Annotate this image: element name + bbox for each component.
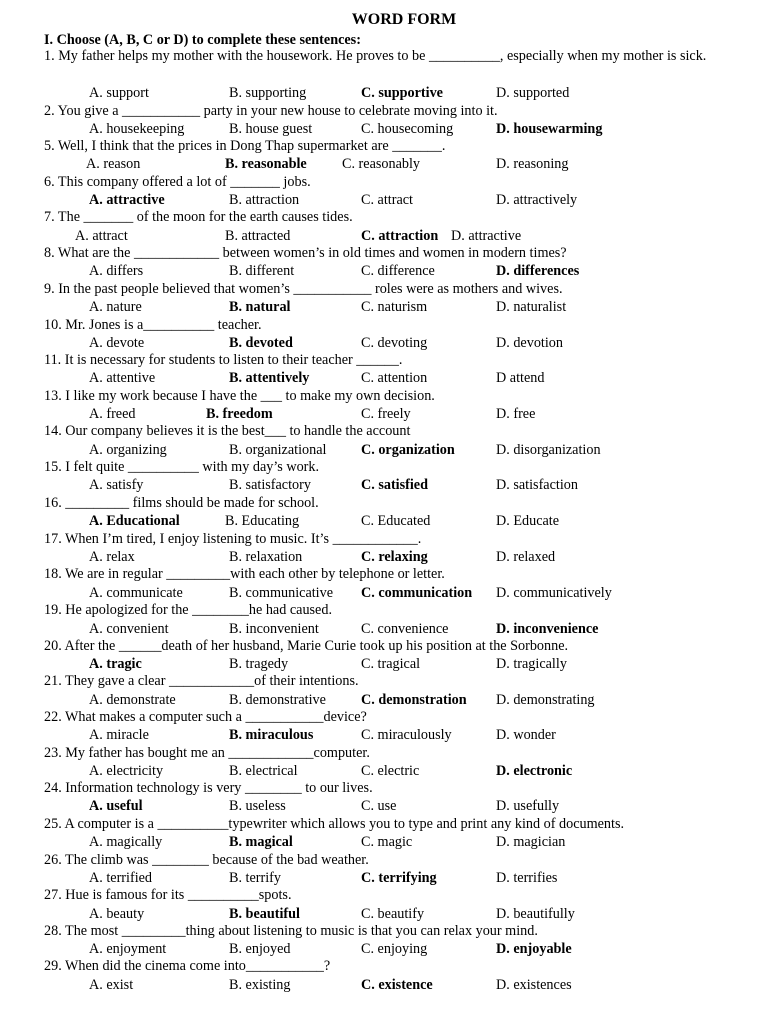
answer-option: B. relaxation	[229, 549, 303, 565]
section-instructions: I. Choose (A, B, C or D) to complete these sentences:	[44, 32, 361, 48]
question-stem: 23. My father has bought me an ____________computer.	[44, 745, 370, 761]
question-stem: 26. The climb was ________ because of the bad weather.	[44, 852, 369, 868]
answer-options	[0, 262, 768, 280]
question-stem: 15. I felt quite __________ with my day’s work.	[44, 459, 320, 475]
answer-options	[0, 762, 768, 780]
answer-options	[0, 655, 768, 673]
answer-option: D. communicatively	[496, 585, 612, 601]
answer-option-correct: B. freedom	[206, 406, 273, 422]
answer-option: C. difference	[361, 263, 435, 279]
answer-option: C. convenience	[361, 621, 449, 637]
answer-options	[0, 620, 768, 638]
answer-option: A. nature	[89, 299, 142, 315]
question-stem: 9. In the past people believed that women’s ___________ roles were as mothers and wives.	[44, 281, 563, 297]
answer-option: B. attracted	[225, 228, 291, 244]
answer-option: B. different	[229, 263, 295, 279]
answer-option-correct: B. beautiful	[229, 906, 300, 922]
answer-option: A. miracle	[89, 727, 149, 743]
answer-option: B. terrify	[229, 870, 282, 886]
answer-option-correct: B. devoted	[229, 335, 293, 351]
answer-option-correct: B. attentively	[229, 370, 310, 386]
answer-options	[0, 120, 768, 138]
answer-option-correct: B. magical	[229, 834, 293, 850]
answer-options	[0, 548, 768, 566]
question-stem: 8. What are the ____________ between women’s in old times and women in modern times?	[44, 245, 567, 261]
answer-option: A. devote	[89, 335, 145, 351]
answer-option: A. reason	[86, 156, 141, 172]
answer-option: D. terrifies	[496, 870, 558, 886]
answer-option: A. beauty	[89, 906, 145, 922]
answer-option-correct: A. Educational	[89, 513, 180, 529]
answer-option: A. demonstrate	[89, 692, 176, 708]
answer-option: D. devotion	[496, 335, 563, 351]
answer-option: D. magician	[496, 834, 566, 850]
answer-options	[0, 369, 768, 387]
answer-option: A. freed	[89, 406, 136, 422]
answer-option-correct: D. electronic	[496, 763, 573, 779]
answer-option-correct: A. attractive	[89, 192, 165, 208]
question-stem: 16. _________ films should be made for school.	[44, 495, 319, 511]
answer-option: B. electrical	[229, 763, 298, 779]
answer-options	[0, 584, 768, 602]
answer-option: A. convenient	[89, 621, 169, 637]
answer-option: D. reasoning	[496, 156, 569, 172]
answer-option-correct: C. terrifying	[361, 870, 437, 886]
answer-option: A. communicate	[89, 585, 183, 601]
question-stem: 1. My father helps my mother with the housework. He proves to be __________, especially when my mother is sick.	[44, 48, 707, 64]
answer-options	[0, 905, 768, 923]
answer-option: A. differs	[89, 263, 144, 279]
answer-option: B. inconvenient	[229, 621, 319, 637]
answer-options	[0, 512, 768, 530]
answer-option-correct: B. natural	[229, 299, 291, 315]
answer-option: D. relaxed	[496, 549, 556, 565]
answer-options	[0, 84, 768, 102]
answer-option: A. relax	[89, 549, 135, 565]
answer-option: C. Educated	[361, 513, 431, 529]
answer-option: C. attention	[361, 370, 428, 386]
answer-option: B. supporting	[229, 85, 307, 101]
answer-option: D. existences	[496, 977, 572, 993]
question-stem: 17. When I’m tired, I enjoy listening to music. It’s ____________.	[44, 531, 422, 547]
answer-option: B. communicative	[229, 585, 334, 601]
answer-option: C. freely	[361, 406, 411, 422]
answer-option-correct: C. existence	[361, 977, 433, 993]
answer-option: B. enjoyed	[229, 941, 291, 957]
answer-option-correct: D. enjoyable	[496, 941, 572, 957]
answer-options	[0, 334, 768, 352]
answer-option: D. naturalist	[496, 299, 567, 315]
answer-option-correct: D. differences	[496, 263, 580, 279]
question-stem: 20. After the ______death of her husband, Marie Curie took up his position at the Sorbonne.	[44, 638, 569, 654]
answer-option: B. attraction	[229, 192, 300, 208]
answer-option: A. terrified	[89, 870, 153, 886]
answer-option: D. beautifully	[496, 906, 575, 922]
answer-option: A. attentive	[89, 370, 156, 386]
answer-option-correct: C. satisfied	[361, 477, 428, 493]
answer-options	[0, 405, 768, 423]
question-stem: 18. We are in regular _________with each other by telephone or letter.	[44, 566, 445, 582]
question-stem: 25. A computer is a __________typewriter which allows you to type and print any kind of documents.	[44, 816, 625, 832]
answer-options	[0, 869, 768, 887]
question-stem: 13. I like my work because I have the ___ to make my own decision.	[44, 388, 435, 404]
answer-option: D. tragically	[496, 656, 567, 672]
answer-options	[0, 191, 768, 209]
answer-option: B. useless	[229, 798, 286, 814]
answer-option: A. attract	[75, 228, 128, 244]
page-title: WORD FORM	[351, 11, 457, 28]
answer-option: C. miraculously	[361, 727, 452, 743]
answer-option: A. support	[89, 85, 149, 101]
answer-option: C. electric	[361, 763, 420, 779]
answer-option: A. housekeeping	[89, 121, 185, 137]
answer-option: C. use	[361, 798, 397, 814]
answer-option: B. Educating	[225, 513, 300, 529]
answer-option: A. satisfy	[89, 477, 144, 493]
question-stem: 29. When did the cinema come into___________?	[44, 958, 331, 974]
question-stem: 28. The most _________thing about listening to music is that you can relax your mind.	[44, 923, 538, 939]
answer-option: C. enjoying	[361, 941, 428, 957]
question-stem: 11. It is necessary for students to listen to their teacher ______.	[44, 352, 403, 368]
question-stem: 21. They gave a clear ____________of their intentions.	[44, 673, 359, 689]
answer-option: C. reasonably	[342, 156, 421, 172]
answer-options	[0, 833, 768, 851]
answer-option: C. naturism	[361, 299, 428, 315]
answer-options	[0, 441, 768, 459]
answer-option-correct: A. useful	[89, 798, 143, 814]
answer-option: C. housecoming	[361, 121, 454, 137]
answer-option: D. usefully	[496, 798, 560, 814]
answer-option-correct: D. inconvenience	[496, 621, 599, 637]
answer-option-correct: C. demonstration	[361, 692, 467, 708]
question-stem: 5. Well, I think that the prices in Dong Thap supermarket are _______.	[44, 138, 446, 154]
answer-option: A. enjoyment	[89, 941, 167, 957]
answer-option: C. attract	[361, 192, 413, 208]
answer-option: D. attractive	[451, 228, 522, 244]
answer-option: C. devoting	[361, 335, 428, 351]
answer-option-correct: D. housewarming	[496, 121, 603, 137]
question-stem: 14. Our company believes it is the best___ to handle the account	[44, 423, 411, 439]
answer-options	[0, 155, 768, 173]
answer-option: B. satisfactory	[229, 477, 311, 493]
answer-option: D. attractively	[496, 192, 578, 208]
answer-option: D attend	[496, 370, 545, 386]
answer-option: B. house guest	[229, 121, 313, 137]
answer-option: A. organizing	[89, 442, 167, 458]
answer-option: D. Educate	[496, 513, 560, 529]
answer-option: D. supported	[496, 85, 570, 101]
answer-option-correct: C. organization	[361, 442, 455, 458]
answer-option: A. electricity	[89, 763, 164, 779]
answer-option-correct: B. miraculous	[229, 727, 314, 743]
question-stem: 24. Information technology is very ________ to our lives.	[44, 780, 373, 796]
question-stem: 27. Hue is famous for its __________spots.	[44, 887, 292, 903]
question-stem: 7. The _______ of the moon for the earth causes tides.	[44, 209, 353, 225]
answer-options	[0, 298, 768, 316]
answer-option: C. magic	[361, 834, 413, 850]
answer-options	[0, 726, 768, 744]
answer-options	[0, 976, 768, 994]
answer-option: C. tragical	[361, 656, 421, 672]
answer-option-correct: A. tragic	[89, 656, 142, 672]
answer-options	[0, 476, 768, 494]
answer-option: D. demonstrating	[496, 692, 595, 708]
answer-option: D. disorganization	[496, 442, 601, 458]
answer-options	[0, 797, 768, 815]
question-stem: 2. You give a ___________ party in your new house to celebrate moving into it.	[44, 103, 498, 119]
answer-option: A. magically	[89, 834, 163, 850]
answer-option: D. free	[496, 406, 536, 422]
answer-option-correct: B. reasonable	[225, 156, 307, 172]
question-stem: 22. What makes a computer such a ___________device?	[44, 709, 367, 725]
answer-option: B. organizational	[229, 442, 327, 458]
answer-option: B. tragedy	[229, 656, 289, 672]
answer-option: B. existing	[229, 977, 291, 993]
answer-options	[0, 691, 768, 709]
question-stem: 10. Mr. Jones is a__________ teacher.	[44, 317, 262, 333]
question-stem: 19. He apologized for the ________he had caused.	[44, 602, 332, 618]
answer-option: C. beautify	[361, 906, 425, 922]
answer-option: A. exist	[89, 977, 134, 993]
answer-option: D. wonder	[496, 727, 556, 743]
question-stem: 6. This company offered a lot of _______ jobs.	[44, 174, 311, 190]
answer-options	[0, 227, 768, 245]
answer-option-correct: C. relaxing	[361, 549, 428, 565]
answer-options	[0, 940, 768, 958]
answer-option-correct: C. attraction	[361, 228, 439, 244]
answer-option-correct: C. communication	[361, 585, 473, 601]
answer-option: B. demonstrative	[229, 692, 326, 708]
answer-option-correct: C. supportive	[361, 85, 443, 101]
answer-option: D. satisfaction	[496, 477, 578, 493]
